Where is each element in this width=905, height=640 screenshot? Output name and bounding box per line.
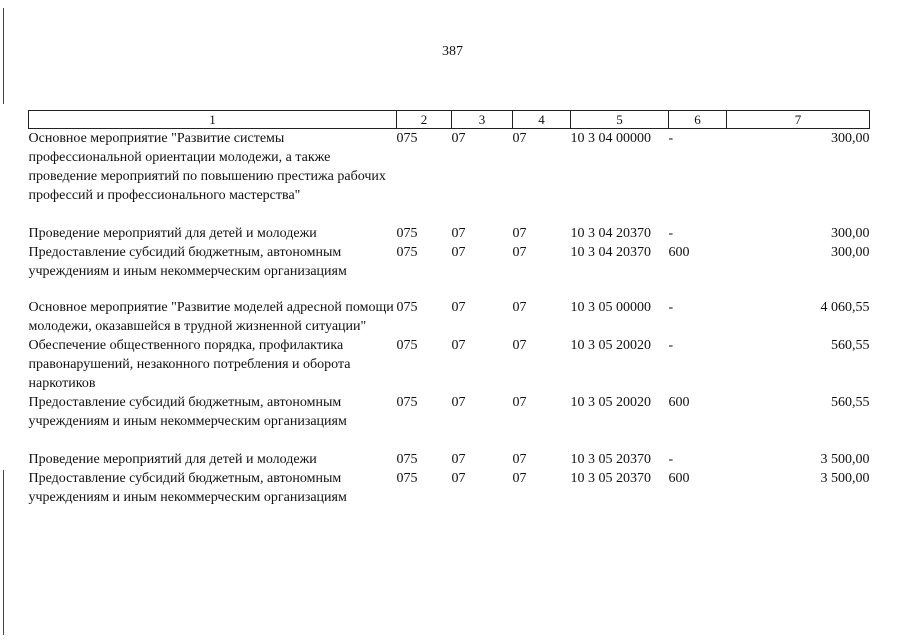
row-code-4: 07 xyxy=(512,300,527,315)
row-code-2: 075 xyxy=(396,471,418,486)
table-row xyxy=(29,469,870,507)
row-code-3: 07 xyxy=(451,300,466,315)
row-name: Обеспечение общественного порядка, профилактика правонарушений, незаконного потребления и оборота наркотиков xyxy=(28,338,351,391)
budget-table xyxy=(28,110,870,507)
row-code-4: 07 xyxy=(512,226,527,241)
row-code-5: 10 3 04 20370 xyxy=(570,245,651,260)
row-code-6: 600 xyxy=(668,395,690,410)
row-code-5: 10 3 05 20370 xyxy=(570,452,651,467)
row-amount: 300,00 xyxy=(831,226,870,241)
row-code-6: - xyxy=(668,300,674,315)
row-code-2: 075 xyxy=(396,395,418,410)
row-code-4: 07 xyxy=(512,471,527,486)
column-header-3: 3 xyxy=(452,111,513,129)
row-code-3: 07 xyxy=(451,395,466,410)
row-amount: 3 500,00 xyxy=(820,452,870,467)
column-header-7: 7 xyxy=(727,111,870,129)
row-code-2: 075 xyxy=(396,300,418,315)
table-row xyxy=(29,450,870,469)
row-amount: 4 060,55 xyxy=(820,300,870,315)
left-edge-line xyxy=(3,470,4,635)
column-header-4: 4 xyxy=(513,111,571,129)
row-amount: 300,00 xyxy=(831,131,870,146)
row-code-6: - xyxy=(668,131,674,146)
row-code-4: 07 xyxy=(512,452,527,467)
table-row xyxy=(29,393,870,431)
row-code-4: 07 xyxy=(512,395,527,410)
table-spacer-row xyxy=(29,431,870,450)
row-name: Предоставление субсидий бюджетным, автономным учреждениям и иным некоммерческим организациям xyxy=(28,245,347,279)
row-name: Предоставление субсидий бюджетным, автономным учреждениям и иным некоммерческим организациям xyxy=(28,471,347,505)
row-code-3: 07 xyxy=(451,338,466,353)
row-code-3: 07 xyxy=(451,226,466,241)
row-amount: 3 500,00 xyxy=(820,471,870,486)
table-header-row xyxy=(29,111,870,129)
row-code-2: 075 xyxy=(396,452,418,467)
row-code-5: 10 3 05 00000 xyxy=(570,300,651,315)
row-amount: 300,00 xyxy=(831,245,870,260)
row-code-4: 07 xyxy=(512,131,527,146)
column-header-6: 6 xyxy=(669,111,727,129)
row-code-4: 07 xyxy=(512,338,527,353)
row-code-2: 075 xyxy=(396,226,418,241)
row-code-5: 10 3 05 20020 xyxy=(570,338,651,353)
row-code-3: 07 xyxy=(451,452,466,467)
row-code-2: 075 xyxy=(396,245,418,260)
table-row xyxy=(29,129,870,206)
table-row xyxy=(29,336,870,393)
row-code-6: 600 xyxy=(668,245,690,260)
table-row xyxy=(29,243,870,281)
row-code-6: - xyxy=(668,338,674,353)
row-name: Проведение мероприятий для детей и молодежи xyxy=(28,226,317,241)
table-row xyxy=(29,281,870,336)
row-code-6: 600 xyxy=(668,471,690,486)
row-name: Проведение мероприятий для детей и молодежи xyxy=(28,452,317,467)
row-code-4: 07 xyxy=(512,245,527,260)
row-amount: 560,55 xyxy=(831,395,870,410)
row-code-3: 07 xyxy=(451,245,466,260)
column-header-2: 2 xyxy=(397,111,452,129)
row-code-6: - xyxy=(668,226,674,241)
row-code-5: 10 3 04 00000 xyxy=(570,131,651,146)
row-amount: 560,55 xyxy=(831,338,870,353)
row-code-3: 07 xyxy=(451,471,466,486)
row-code-2: 075 xyxy=(396,131,418,146)
page-number: 387 xyxy=(442,44,463,59)
row-code-5: 10 3 04 20370 xyxy=(570,226,651,241)
row-name: Предоставление субсидий бюджетным, автономным учреждениям и иным некоммерческим организациям xyxy=(28,395,347,429)
row-code-2: 075 xyxy=(396,338,418,353)
row-name: Основное мероприятие "Развитие моделей адресной помощи молодежи, оказавшейся в трудной жизненной ситуации" xyxy=(28,300,394,334)
row-code-6: - xyxy=(668,452,674,467)
row-code-3: 07 xyxy=(451,131,466,146)
row-name: Основное мероприятие "Развитие системы профессиональной ориентации молодежи, а также проведение мероприятий по повышению престижа рабочих профессий и профессионального мастерства" xyxy=(28,131,386,203)
table-row xyxy=(29,224,870,243)
row-code-5: 10 3 05 20370 xyxy=(570,471,651,486)
table-spacer-row xyxy=(29,205,870,224)
row-code-5: 10 3 05 20020 xyxy=(570,395,651,410)
column-header-5: 5 xyxy=(571,111,669,129)
column-header-1: 1 xyxy=(29,111,397,129)
